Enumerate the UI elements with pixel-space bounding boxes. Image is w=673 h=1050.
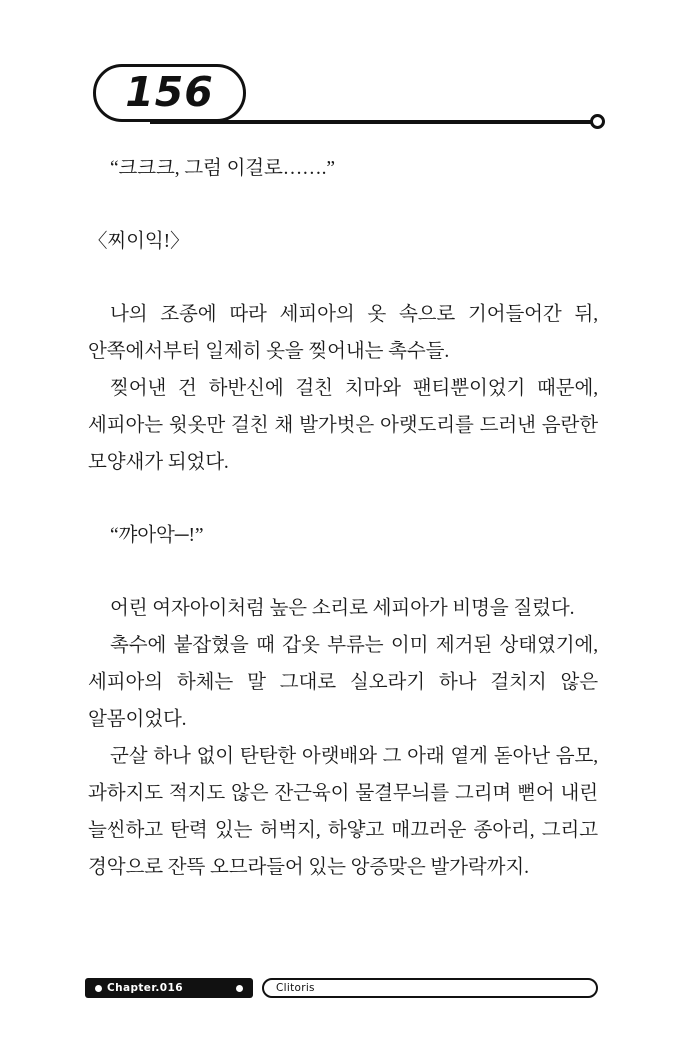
sound-effect-line: 〈찌이익!〉: [88, 231, 190, 252]
page-body: [88, 150, 598, 886]
chapter-badge: Chapter.016: [85, 978, 253, 998]
body-paragraph: 촉수에 붙잡혔을 때 갑옷 부류는 이미 제거된 상태였기에, 세피아의 하체는 말 그대로 실오라기 하나 걸치지 않은 알몸이었다.: [88, 635, 598, 730]
body-paragraph: 나의 조종에 따라 세피아의 옷 속으로 기어들어간 뒤, 안쪽에서부터 일제히 옷을 찢어내는 촉수들.: [88, 304, 598, 362]
page-header: [0, 64, 673, 144]
header-end-dot-icon: [590, 114, 605, 129]
dialogue-line: “크크크, 그럼 이걸로…….”: [110, 158, 335, 179]
chapter-badge-right-dot-icon: [236, 985, 243, 992]
body-paragraph: 어린 여자아이처럼 높은 소리로 세피아가 비명을 질렀다.: [110, 598, 575, 619]
body-paragraph: 찢어낸 건 하반신에 걸친 치마와 팬티뿐이었기 때문에, 세피아는 윗옷만 걸친 채 발가벗은 아랫도리를 드러낸 음란한 모양새가 되었다.: [88, 378, 598, 473]
chapter-badge-left-dot-icon: [95, 985, 102, 992]
page-footer: [0, 978, 673, 1008]
page-number: 156: [125, 68, 214, 116]
body-paragraph: 군살 하나 없이 탄탄한 아랫배와 그 아래 옅게 돋아난 음모, 과하지도 적지도 않은 잔근육이 물결무늬를 그리며 뻗어 내린 늘씬하고 탄력 있는 허벅지, 하얗고 매끄러운 종아리, 그리고 경악으로 잔뜩 오므라들어 있는 앙증맞은 발가락까지.: [88, 746, 598, 878]
dialogue-line: “꺄아악─!”: [110, 525, 204, 546]
section-title-badge: Clitoris: [262, 978, 598, 998]
